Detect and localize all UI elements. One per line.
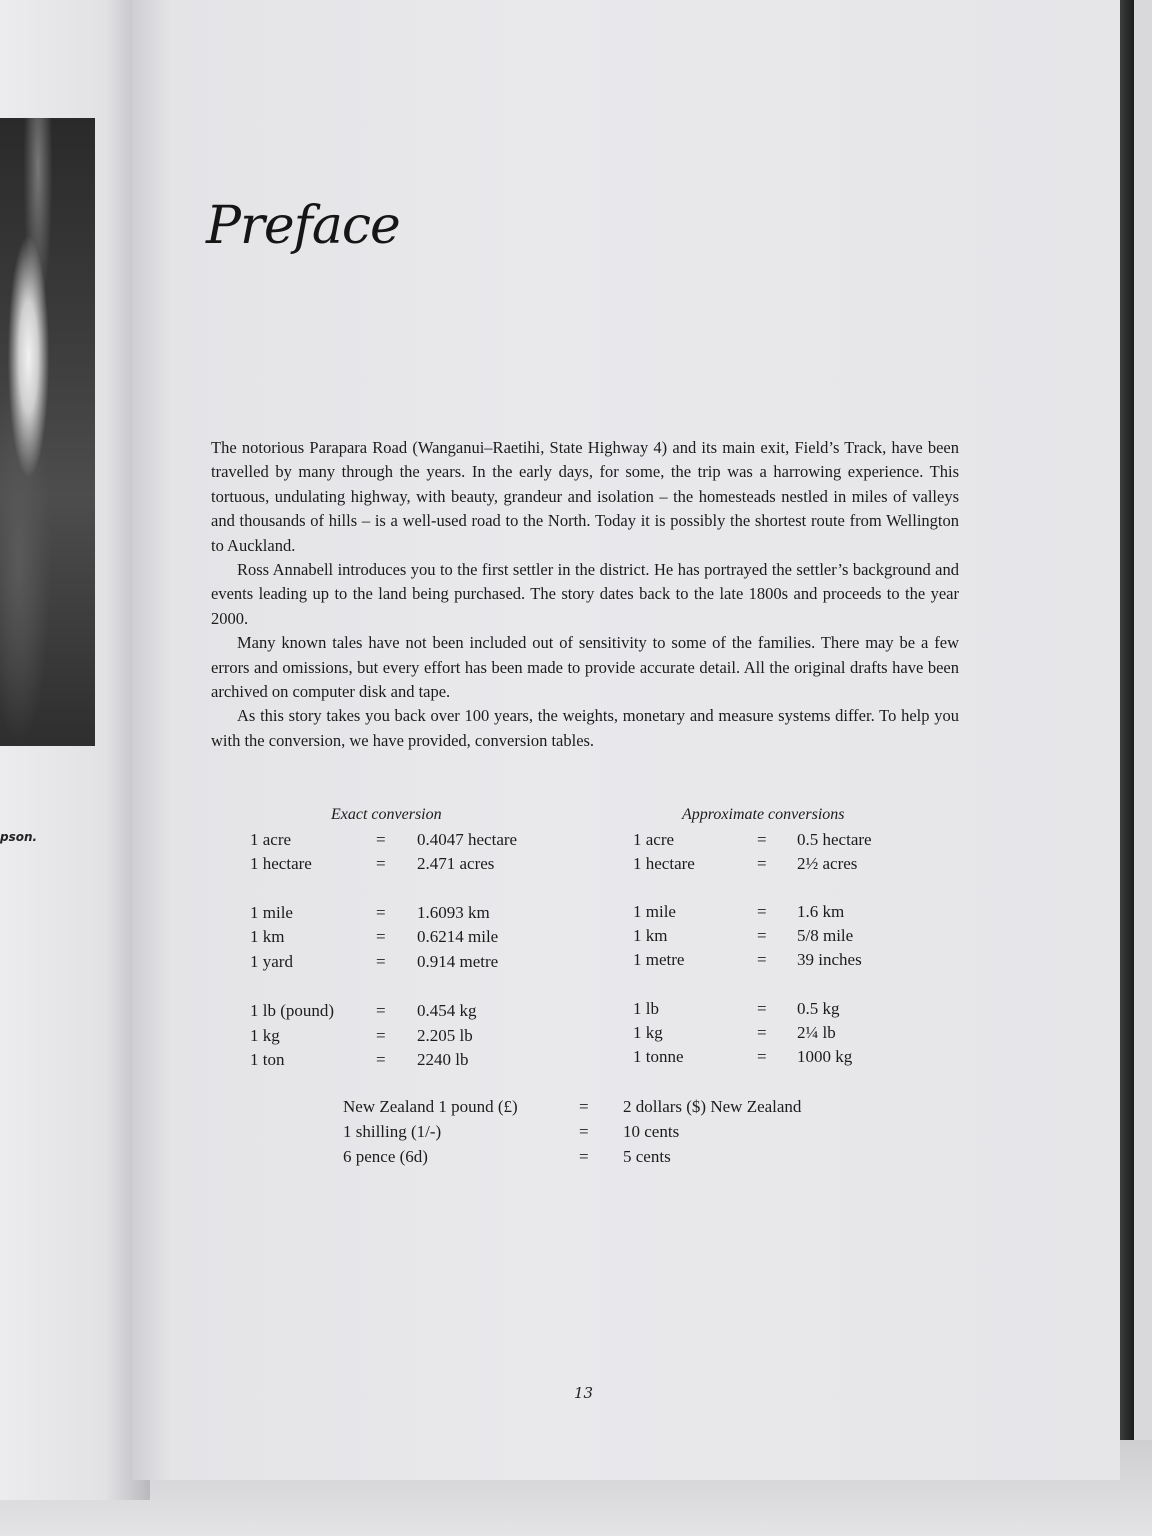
approx-unit: 1 kg (633, 1023, 663, 1042)
approximate-conversion-heading: Approximate conversions (682, 806, 845, 823)
paragraph-1: The notorious Parapara Road (Wanganui–Raetihi, State Highway 4) and its main exit, Field’s Track, have been travelled by many through the years. In the early days, for some, the trip was a harrowing experience. This tortuous, undulating highway, with beauty, grandeur and isolation – the homesteads nestled in miles of valleys and thousands of hills – is a well-used road to the North. Today it is possibly the shortest route from Wellington to Auckland. (211, 438, 959, 555)
approx-value: 1.6 km (797, 902, 845, 921)
approx-value: 0.5 hectare (797, 830, 872, 849)
approx-unit: 1 lb (633, 999, 659, 1018)
exact-unit: 1 ton (250, 1050, 285, 1069)
exact-equals: = (376, 830, 386, 849)
approx-value: 2½ acres (797, 854, 858, 873)
exact-equals: = (376, 1050, 386, 1069)
page-title: Preface (206, 196, 400, 256)
approx-value: 1000 kg (797, 1047, 853, 1066)
approx-unit: 1 metre (633, 950, 685, 969)
paragraph-3: Many known tales have not been included out of sensitivity to some of the families. There may be a few errors and omissions, but every effort has been made to provide accurate detail. All the original drafts have been archived on computer disk and tape. (211, 633, 959, 702)
money-equals: = (579, 1122, 589, 1141)
approx-unit: 1 acre (633, 830, 675, 849)
approx-unit: 1 tonne (633, 1047, 684, 1066)
approx-value: 0.5 kg (797, 999, 840, 1018)
money-value: 5 cents (623, 1147, 671, 1166)
exact-value: 0.4047 hectare (417, 830, 518, 849)
approx-value: 39 inches (797, 950, 862, 969)
money-unit: New Zealand 1 pound (£) (343, 1097, 518, 1116)
approx-value: 2¼ lb (797, 1023, 836, 1042)
exact-unit: 1 acre (250, 830, 292, 849)
exact-equals: = (376, 927, 386, 946)
book-cover-edge (1120, 0, 1134, 1440)
exact-unit: 1 mile (250, 903, 293, 922)
approx-unit: 1 km (633, 926, 668, 945)
approx-equals: = (757, 999, 767, 1018)
exact-value: 0.6214 mile (417, 927, 499, 946)
exact-equals: = (376, 903, 386, 922)
exact-value: 0.454 kg (417, 1001, 477, 1020)
money-unit: 6 pence (6d) (343, 1147, 428, 1166)
approx-unit: 1 mile (633, 902, 676, 921)
approx-equals: = (757, 1023, 767, 1042)
approx-equals: = (757, 926, 767, 945)
approx-equals: = (757, 902, 767, 921)
exact-equals: = (376, 1001, 386, 1020)
exact-value: 2240 lb (417, 1050, 469, 1069)
approx-equals: = (757, 830, 767, 849)
exact-conversion-heading: Exact conversion (331, 806, 442, 823)
page-number: 13 (574, 1384, 594, 1402)
approx-equals: = (757, 854, 767, 873)
exact-equals: = (376, 854, 386, 873)
money-value: 10 cents (623, 1122, 680, 1141)
exact-unit: 1 kg (250, 1026, 280, 1045)
left-facing-page (0, 0, 150, 1500)
left-page-photo (0, 118, 95, 746)
approx-value: 5/8 mile (797, 926, 854, 945)
approx-equals: = (757, 1047, 767, 1066)
money-equals: = (579, 1097, 589, 1116)
exact-value: 2.471 acres (417, 854, 495, 873)
money-equals: = (579, 1147, 589, 1166)
approx-equals: = (757, 950, 767, 969)
paragraph-2: Ross Annabell introduces you to the first settler in the district. He has portrayed the settler’s background and events leading up to the land being purchased. The story dates back to the late 1800s and proceeds to the year 2000. (211, 560, 959, 628)
exact-value: 0.914 metre (417, 952, 499, 971)
exact-unit: 1 lb (pound) (250, 1001, 335, 1020)
exact-value: 2.205 lb (417, 1026, 473, 1045)
exact-value: 1.6093 km (417, 903, 490, 922)
exact-unit: 1 km (250, 927, 285, 946)
exact-unit: 1 yard (250, 952, 293, 971)
exact-equals: = (376, 1026, 386, 1045)
approx-unit: 1 hectare (633, 854, 695, 873)
preface-body (211, 436, 959, 753)
money-value: 2 dollars ($) New Zealand (623, 1097, 802, 1116)
money-unit: 1 shilling (1/-) (343, 1122, 442, 1141)
left-page-caption: pson. (0, 830, 38, 844)
exact-equals: = (376, 952, 386, 971)
paragraph-4: As this story takes you back over 100 years, the weights, monetary and measure systems differ. To help you with the conversion, we have provided, conversion tables. (211, 706, 959, 750)
exact-unit: 1 hectare (250, 854, 312, 873)
